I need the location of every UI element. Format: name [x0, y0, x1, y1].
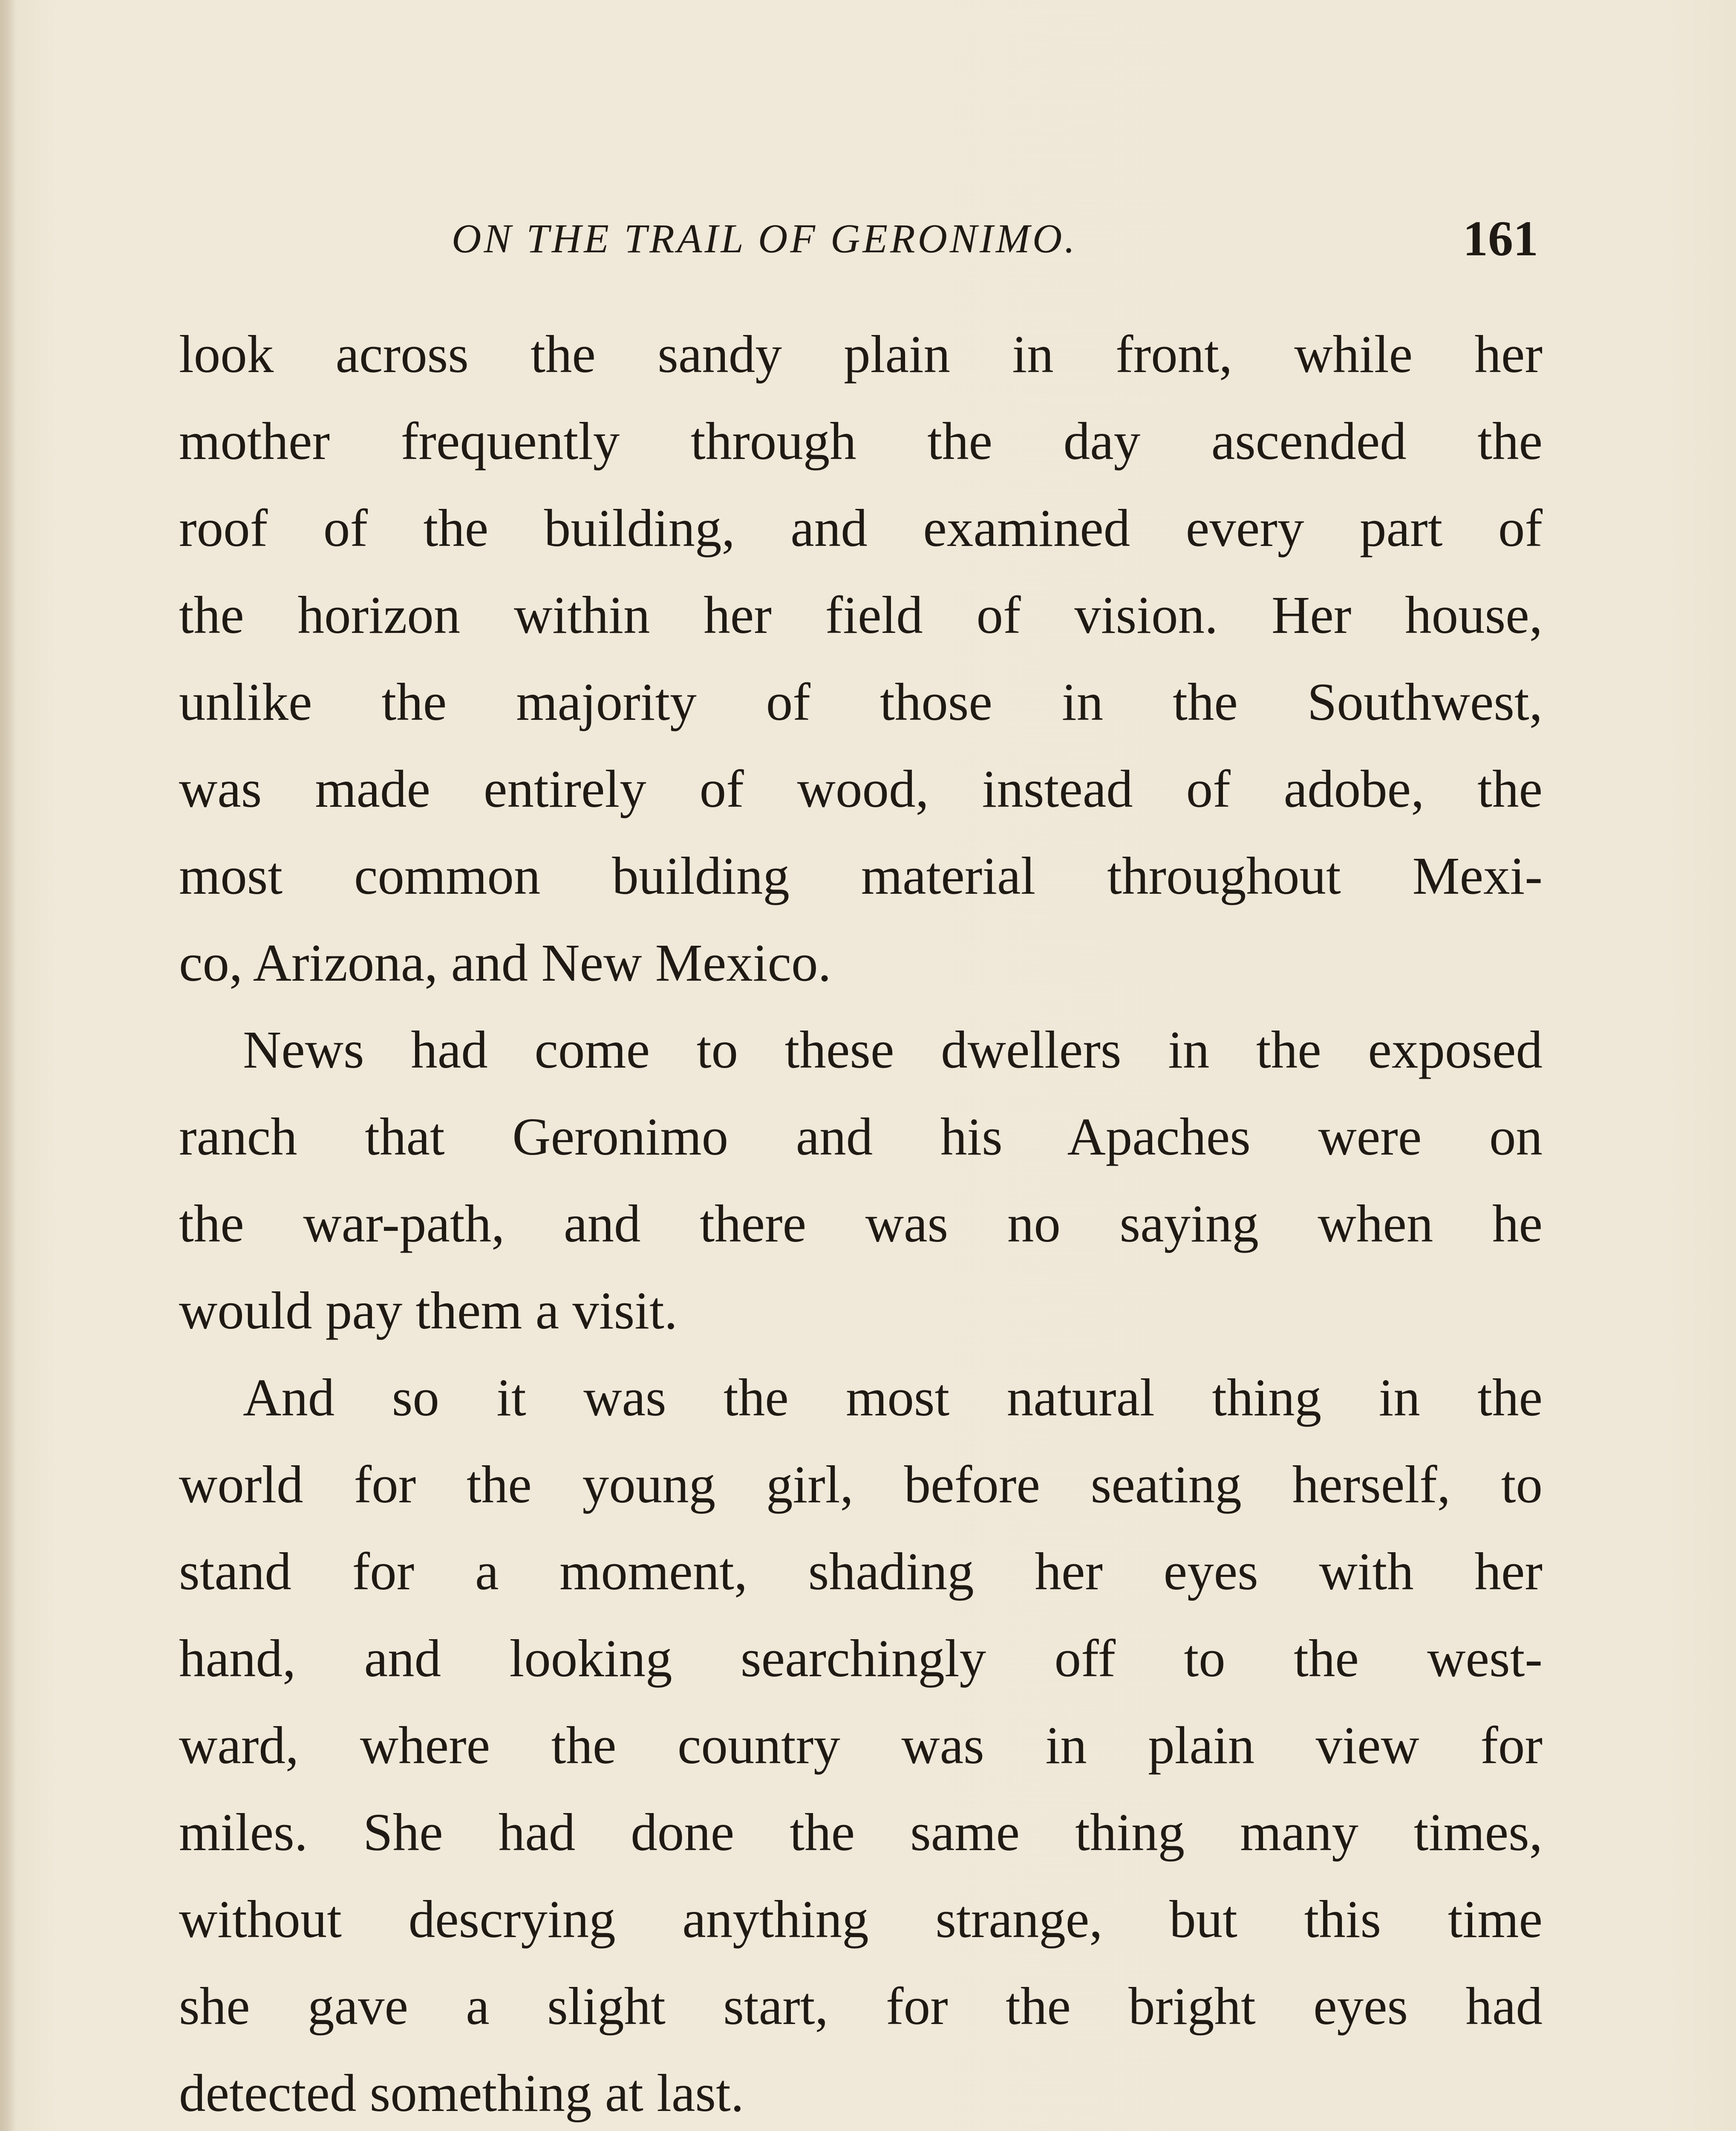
text-line: detected something at last.: [179, 2064, 744, 2123]
running-head: [179, 205, 1543, 273]
text-line: without descrying anything strange, but this time: [179, 1890, 1543, 1949]
text-line: hand, and looking searchingly off to the west-: [179, 1629, 1543, 1688]
running-head-title: ON THE TRAIL OF GERONIMO.: [452, 216, 1078, 261]
text-line: unlike the majority of those in the Southwest,: [179, 673, 1543, 732]
text-line: was made entirely of wood, instead of adobe, the: [179, 760, 1543, 819]
text-line: the war-path, and there was no saying when he: [179, 1195, 1543, 1253]
text-line: most common building material throughout Mexi-: [179, 847, 1543, 906]
text-line: News had come to these dwellers in the exposed: [243, 1021, 1543, 1080]
body-text: [179, 311, 1543, 2131]
text-line: And so it was the most natural thing in the: [243, 1369, 1543, 1427]
text-line: miles. She had done the same thing many times,: [179, 1803, 1543, 1862]
text-line: world for the young girl, before seating herself, to: [179, 1455, 1543, 1514]
page-number: 161: [1463, 211, 1538, 266]
text-line: stand for a moment, shading her eyes with her: [179, 1542, 1543, 1601]
page-spine-shadow: [0, 0, 15, 2131]
text-line: she gave a slight start, for the bright eyes had: [179, 1977, 1543, 2036]
text-line: co, Arizona, and New Mexico.: [179, 934, 831, 993]
text-line: the horizon within her field of vision. Her house,: [179, 586, 1543, 645]
text-line: mother frequently through the day ascended the: [179, 412, 1543, 471]
text-line: would pay them a visit.: [179, 1282, 678, 1340]
text-line: ward, where the country was in plain view for: [179, 1716, 1543, 1775]
text-line: roof of the building, and examined every part of: [179, 499, 1543, 558]
text-line: look across the sandy plain in front, while her: [179, 325, 1543, 384]
text-line: ranch that Geronimo and his Apaches were on: [179, 1108, 1543, 1167]
